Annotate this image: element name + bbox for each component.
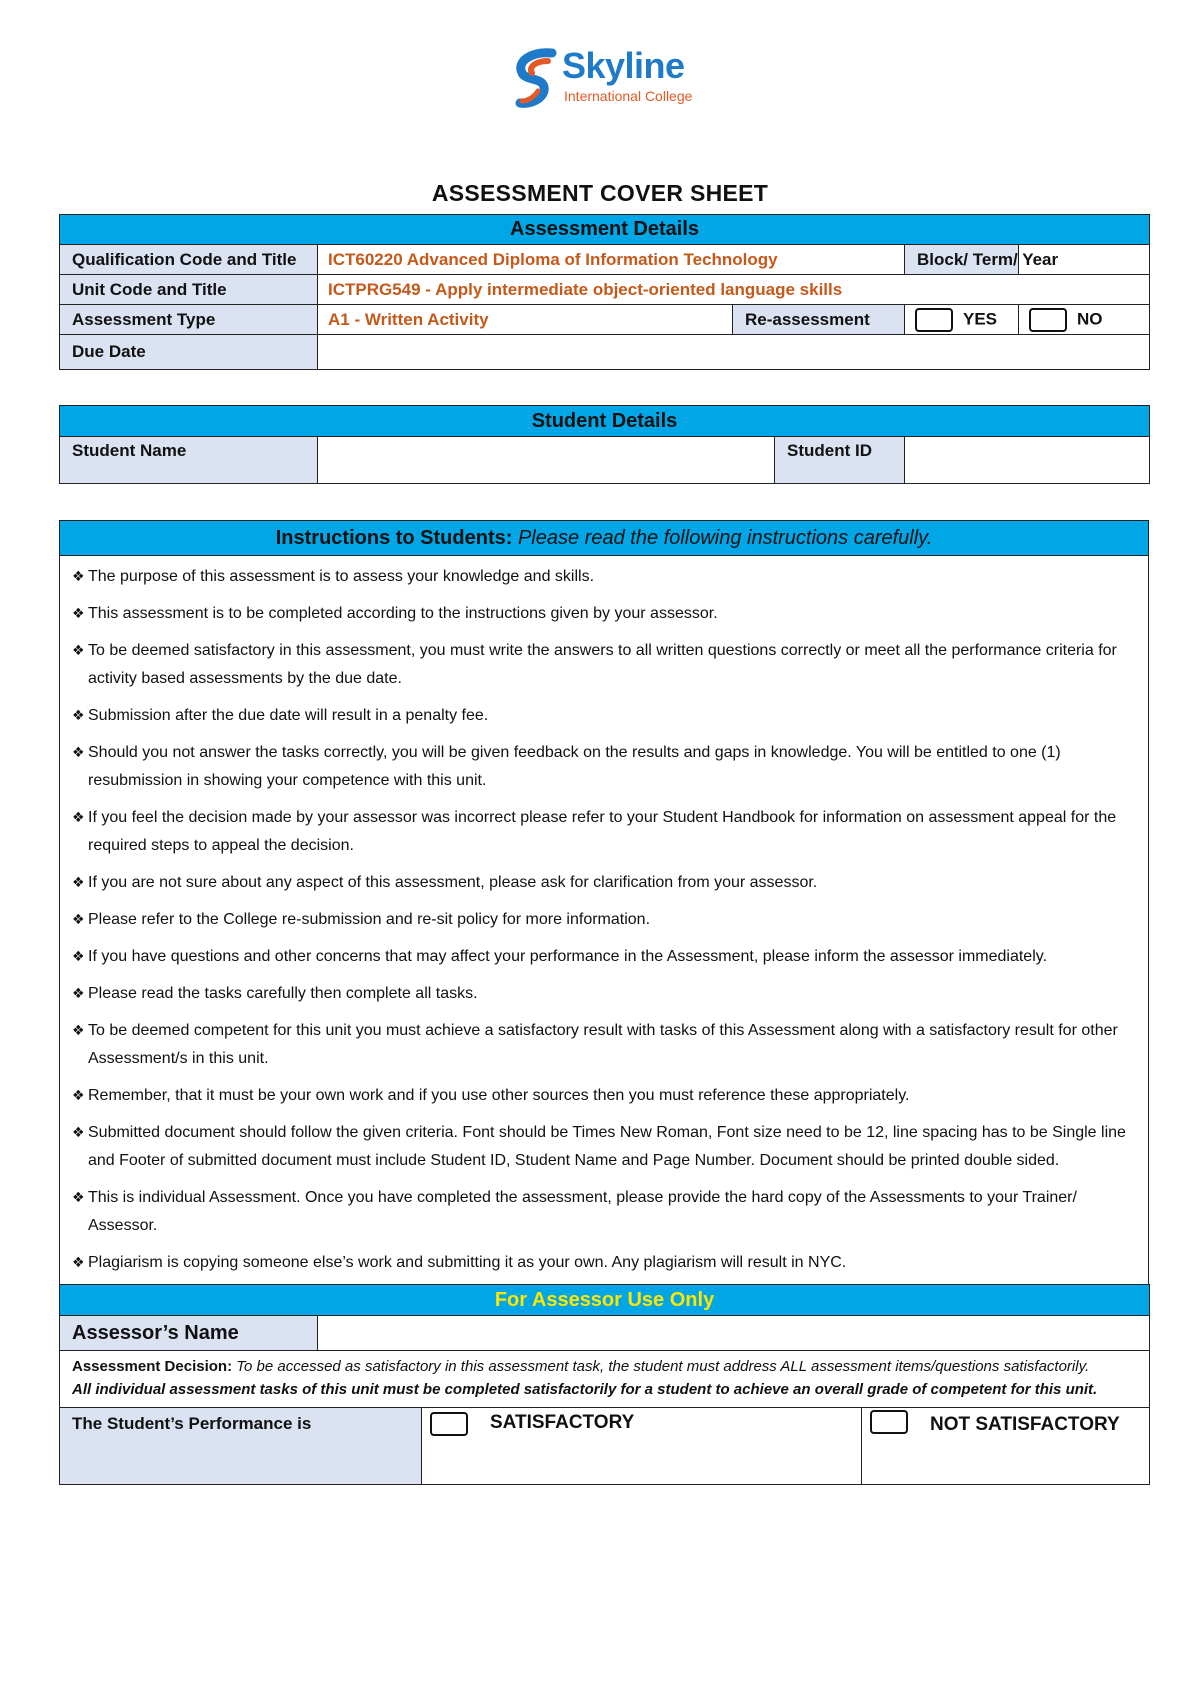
qualification-value: ICT60220 Advanced Diploma of Information Technology: [318, 245, 905, 275]
instruction-text: Please read the tasks carefully then complete all tasks.: [88, 985, 478, 1002]
page-title: ASSESSMENT COVER SHEET: [431, 180, 769, 206]
instructions-list: [60, 556, 1149, 1294]
assessor-name-field[interactable]: [318, 1316, 1150, 1351]
instruction-item: [72, 942, 1136, 971]
diamond-bullet-icon: ❖: [72, 1189, 85, 1205]
no-checkbox[interactable]: [1029, 308, 1067, 332]
decision-note: All individual assessment tasks of this unit must be completed satisfactorily for a student to achieve an overall grade of competent for this unit.: [72, 1381, 1098, 1398]
instruction-text: To be deemed satisfactory in this assessment, you must write the answers to all written questions correctly or meet all the performance criteria for activity based assessments by the due date.: [88, 642, 1117, 687]
instruction-text: If you have questions and other concerns that may affect your performance in the Assessment, please inform the assessor immediately.: [88, 948, 1048, 965]
not-satisfactory-option[interactable]: [862, 1408, 1150, 1485]
instruction-item: [72, 636, 1136, 693]
satisfactory-checkbox[interactable]: [430, 1412, 468, 1436]
instructions-table: [59, 520, 1149, 1294]
instruction-text: This is individual Assessment. Once you have completed the assessment, please provide the hard copy of the Assessments to your Trainer/ Assessor.: [88, 1189, 1077, 1234]
instruction-item: [72, 979, 1136, 1008]
decision-label: Assessment Decision:: [72, 1358, 233, 1375]
student-id-field[interactable]: [905, 437, 1150, 484]
instruction-text: Should you not answer the tasks correctly, you will be given feedback on the results and gaps in knowledge. You will be entitled to one (1) resubmission in showing your competence with this unit.: [88, 744, 1061, 789]
unit-label: Unit Code and Title: [60, 275, 318, 305]
instruction-item: [72, 905, 1136, 934]
yes-checkbox[interactable]: [915, 308, 953, 332]
instruction-text: Plagiarism is copying someone else’s work and submitting it as your own. Any plagiarism will result in NYC.: [88, 1254, 847, 1271]
instruction-text: Remember, that it must be your own work and if you use other sources then you must reference these appropriately.: [88, 1087, 910, 1104]
student-details-table: [59, 405, 1150, 484]
instruction-text: If you feel the decision made by your assessor was incorrect please refer to your Student Handbook for information on assessment appeal for the required steps to appeal the decision.: [88, 809, 1117, 854]
instruction-text: Submitted document should follow the given criteria. Font should be Times New Roman, Font size need to be 12, line spacing has to be Single line and Footer of submitted document must include Student ID, Student Name and Page Number. Document should be printed double sided.: [88, 1124, 1126, 1169]
diamond-bullet-icon: ❖: [72, 985, 85, 1001]
assessment-type-value: A1 - Written Activity: [318, 305, 733, 335]
instructions-heading-italic: Please read the following instructions carefully.: [517, 526, 933, 549]
student-id-label: Student ID: [775, 437, 905, 484]
student-details-heading: Student Details: [60, 406, 1150, 437]
instruction-text: Please refer to the College re-submission and re-sit policy for more information.: [88, 911, 651, 928]
student-name-field[interactable]: [318, 437, 775, 484]
instructions-heading-bold: Instructions to Students:: [275, 526, 513, 549]
instruction-item: [72, 701, 1136, 730]
diamond-bullet-icon: ❖: [72, 605, 85, 621]
decision-text: To be accessed as satisfactory in this assessment task, the student must address ALL assessment items/questions satisfactorily.: [236, 1358, 1090, 1375]
diamond-bullet-icon: ❖: [72, 948, 85, 964]
reassessment-label: Re-assessment: [733, 305, 905, 335]
instruction-text: Submission after the due date will result in a penalty fee.: [88, 707, 489, 724]
assessment-details-table: [59, 214, 1150, 370]
diamond-bullet-icon: ❖: [72, 1087, 85, 1103]
diamond-bullet-icon: ❖: [72, 1254, 85, 1270]
assessment-details-heading: Assessment Details: [60, 215, 1150, 245]
logo-name: Skyline: [562, 45, 685, 86]
logo-subtitle: International College: [564, 88, 693, 104]
diamond-bullet-icon: ❖: [72, 1124, 85, 1140]
instruction-text: If you are not sure about any aspect of this assessment, please ask for clarification from your assessor.: [88, 874, 818, 891]
instruction-item: [72, 868, 1136, 897]
yes-label: YES: [963, 308, 998, 328]
diamond-bullet-icon: ❖: [72, 568, 85, 584]
instruction-text: This assessment is to be completed according to the instructions given by your assessor.: [88, 605, 718, 622]
diamond-bullet-icon: ❖: [72, 642, 85, 658]
diamond-bullet-icon: ❖: [72, 809, 85, 825]
diamond-bullet-icon: ❖: [72, 874, 85, 890]
diamond-bullet-icon: ❖: [72, 1022, 85, 1038]
satisfactory-label: SATISFACTORY: [490, 1412, 635, 1433]
reassessment-yes-option[interactable]: [905, 305, 1019, 335]
assessment-decision: [60, 1351, 1150, 1408]
diamond-bullet-icon: ❖: [72, 744, 85, 760]
instruction-text: The purpose of this assessment is to assess your knowledge and skills.: [88, 568, 595, 585]
reassessment-no-option[interactable]: [1019, 305, 1150, 335]
instruction-item: [72, 1118, 1136, 1175]
assessment-type-label: Assessment Type: [60, 305, 318, 335]
assessor-heading: For Assessor Use Only: [60, 1285, 1150, 1316]
college-logo: [512, 45, 712, 115]
qualification-label: Qualification Code and Title: [60, 245, 318, 275]
due-date-field[interactable]: [318, 335, 1150, 370]
due-date-label: Due Date: [60, 335, 318, 370]
instruction-item: [72, 1248, 1136, 1277]
instruction-text: To be deemed competent for this unit you must achieve a satisfactory result with tasks of this Assessment along with a satisfactory result for other Assessment/s in this unit.: [88, 1022, 1118, 1067]
instruction-item: [72, 1183, 1136, 1240]
assessor-table: [59, 1284, 1150, 1485]
satisfactory-option[interactable]: [422, 1408, 862, 1485]
diamond-bullet-icon: ❖: [72, 707, 85, 723]
skyline-swirl-icon: [512, 47, 560, 111]
performance-label: The Student’s Performance is: [60, 1408, 422, 1485]
instruction-item: [72, 1016, 1136, 1073]
assessor-name-label: Assessor’s Name: [60, 1316, 318, 1351]
block-term-year-label: Block/ Term/ Year: [905, 245, 1019, 275]
no-label: NO: [1077, 308, 1103, 328]
instruction-item: [72, 738, 1136, 795]
not-satisfactory-checkbox[interactable]: [870, 1410, 908, 1434]
instructions-heading: [60, 521, 1149, 556]
instruction-item: [72, 1081, 1136, 1110]
instruction-item: [72, 599, 1136, 628]
not-satisfactory-label: NOT SATISFACTORY: [930, 1414, 1120, 1435]
unit-value: ICTPRG549 - Apply intermediate object-oriented language skills: [318, 275, 1150, 305]
diamond-bullet-icon: ❖: [72, 911, 85, 927]
instruction-item: [72, 803, 1136, 860]
student-name-label: Student Name: [60, 437, 318, 484]
instruction-item: [72, 562, 1136, 591]
